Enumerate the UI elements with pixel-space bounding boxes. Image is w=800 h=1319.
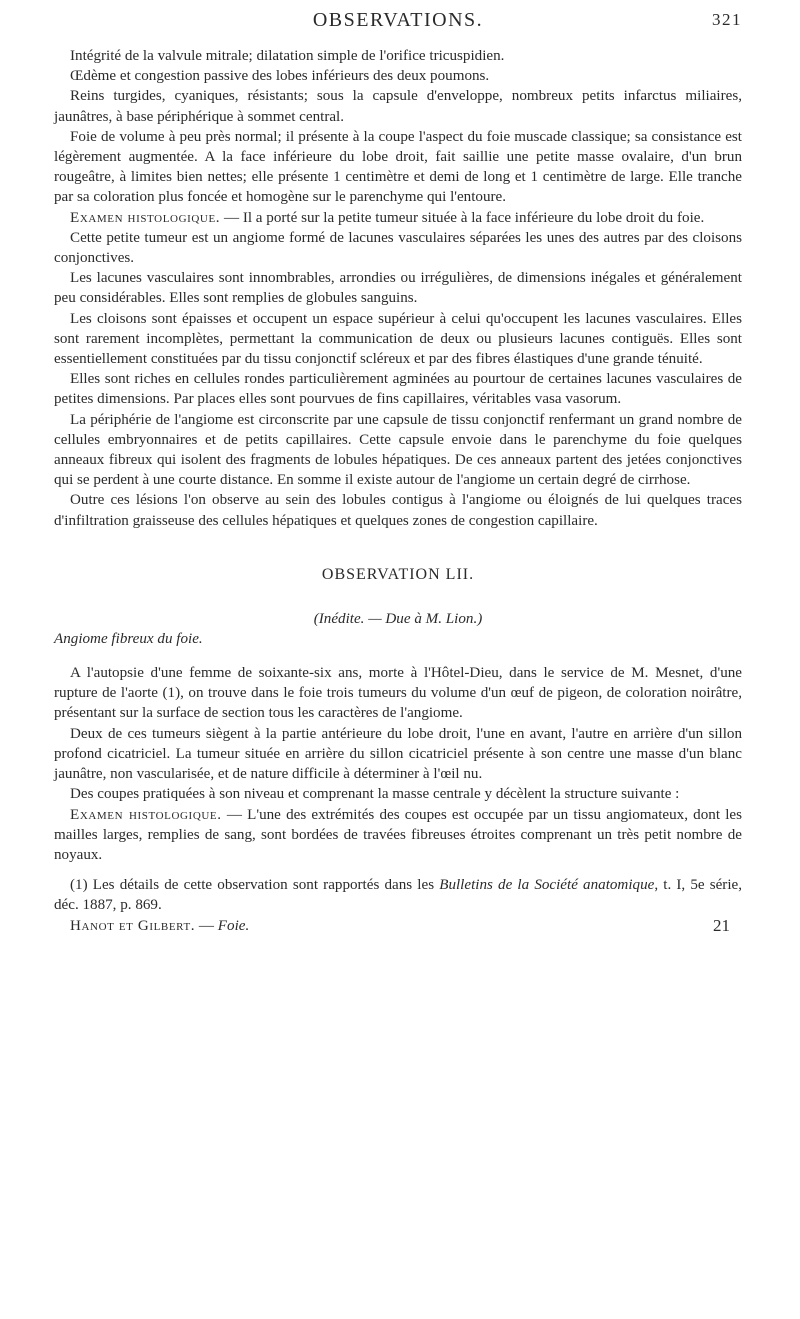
exam-text: — Il a porté sur la petite tumeur située à la face inférieure du lobe droit du foie.	[220, 209, 705, 226]
paragraph: Foie de volume à peu près normal; il présente à la coupe l'aspect du foie muscade classique; sa consistance est légèrement augmentée. A la face inférieure du lobe droit, fait saillie une petite masse ovalaire, d'un brun rougeâtre, à limites bien nettes; elle présente 1 centimètre et demi de long et 1 centimètre de large. Elle tranche par sa coloration plus foncée et homogène sur le parenchyme qui l'entoure.	[54, 128, 742, 206]
observation-heading: Angiome fibreux du foie.	[54, 631, 203, 648]
signature-line	[54, 916, 742, 936]
paragraph: La périphérie de l'angiome est circonscrite par une capsule de tissu conjonctif renfermant un grand nombre de cellules embryonnaires et de petits capillaires. Cette capsule envoie dans le parenchyme du foie quelques anneaux fibreux qui isolent des fragments de lobules hépatiques. De ces anneaux partent des jetées conjonctives qui se perdent à une courte distance. En somme il existe autour de l'angiome un certain degré de cirrhose.	[54, 411, 742, 489]
exam-paragraph	[54, 208, 742, 228]
signature-work: Foie.	[217, 917, 250, 934]
paragraph: Œdème et congestion passive des lobes inférieurs des deux poumons.	[70, 68, 490, 85]
paragraph: Les lacunes vasculaires sont innombrables, arrondies ou irrégulières, de dimensions inégales et généralement peu considérables. Elles sont remplies de globules sanguins.	[54, 270, 742, 307]
footnote-suffix: , t. I, 5e série, déc. 1887, p. 869.	[54, 877, 742, 914]
paragraph: A l'autopsie d'une femme de soixante-six ans, morte à l'Hôtel-Dieu, dans le service de M. Mesnet, d'une rupture de l'aorte (1), on trouve dans le foie trois tumeurs du volume d'un œuf de pigeon, de coloration noirâtre, présentant sur la surface de section tous les caractères de l'angiome.	[54, 665, 742, 722]
footnote	[54, 875, 742, 915]
signature-dash: —	[195, 917, 218, 934]
paragraph: Elles sont riches en cellules rondes particulièrement agminées au pourtour de certaines lacunes vasculaires de petites dimensions. Par places elles sont pourvues de fins capillaires, véritables vasa vasorum.	[54, 371, 742, 408]
observation-meta	[54, 609, 742, 651]
running-title: OBSERVATIONS.	[312, 9, 484, 31]
paragraph: Intégrité de la valvule mitrale; dilatation simple de l'orifice tricuspidien.	[70, 48, 505, 64]
observation-title: OBSERVATION LII.	[321, 565, 475, 583]
page-number: 321	[712, 10, 742, 29]
observation-source: (Inédite. — Due à M. Lion.)	[313, 611, 483, 628]
paragraph: Outre ces lésions l'on observe au sein des lobules contigus à l'angiome ou éloignés de lui quelques traces d'infiltration graisseuse des cellules hépatiques et quelques zones de congestion capillaire.	[54, 492, 742, 529]
paragraph: Les cloisons sont épaisses et occupent un espace supérieur à celui qu'occupent les lacunes vasculaires. Elles sont rarement incomplètes, permettant la communication de deux ou plusieurs lacunes contiguës. Elles sont essentiellement constituées par du tissu conjonctif scléreux et par des fibres élastiques d'une grande ténuité.	[54, 310, 742, 368]
exam-label: Examen histologique.	[70, 806, 222, 823]
running-head	[54, 10, 742, 34]
exam-paragraph	[54, 805, 742, 866]
paragraph: Des coupes pratiquées à son niveau et comprenant la masse centrale y décèlent la structure suivante :	[70, 786, 680, 803]
paragraph: Deux de ces tumeurs siègent à la partie antérieure du lobe droit, l'une en avant, l'autre en arrière d'un sillon profond cicatriciel. La tumeur située en arrière du sillon cicatriciel présente à son centre une masse d'un blanc jaunâtre, non vascularisée, et de nature difficile à déterminer à l'œil nu.	[54, 725, 742, 783]
footnote-prefix: (1) Les détails de cette observation sont rapportés dans les	[70, 877, 440, 894]
paragraph: Cette petite tumeur est un angiome formé de lacunes vasculaires séparées les unes des autres par des cloisons conjonctives.	[54, 229, 742, 267]
paragraph: Reins turgides, cyaniques, résistants; sous la capsule d'enveloppe, nombreux petits infarctus miliaires, jaunâtres, à base périphérique à sommet central.	[54, 88, 742, 125]
observation-body	[54, 663, 742, 865]
signature-number: 21	[713, 915, 730, 935]
footnote-journal: Bulletins de la Société anatomique	[439, 877, 655, 894]
signature	[70, 916, 249, 936]
exam-text: — L'une des extrémités des coupes est occupée par un tissu angiomateux, dont les mailles larges, remplies de sang, sont bordées de travées fibreuses étroites comprenant un très petit nombre de noyaux.	[54, 806, 742, 863]
signature-authors: Hanot et Gilbert.	[70, 917, 196, 934]
exam-label: Examen histologique.	[70, 209, 221, 226]
